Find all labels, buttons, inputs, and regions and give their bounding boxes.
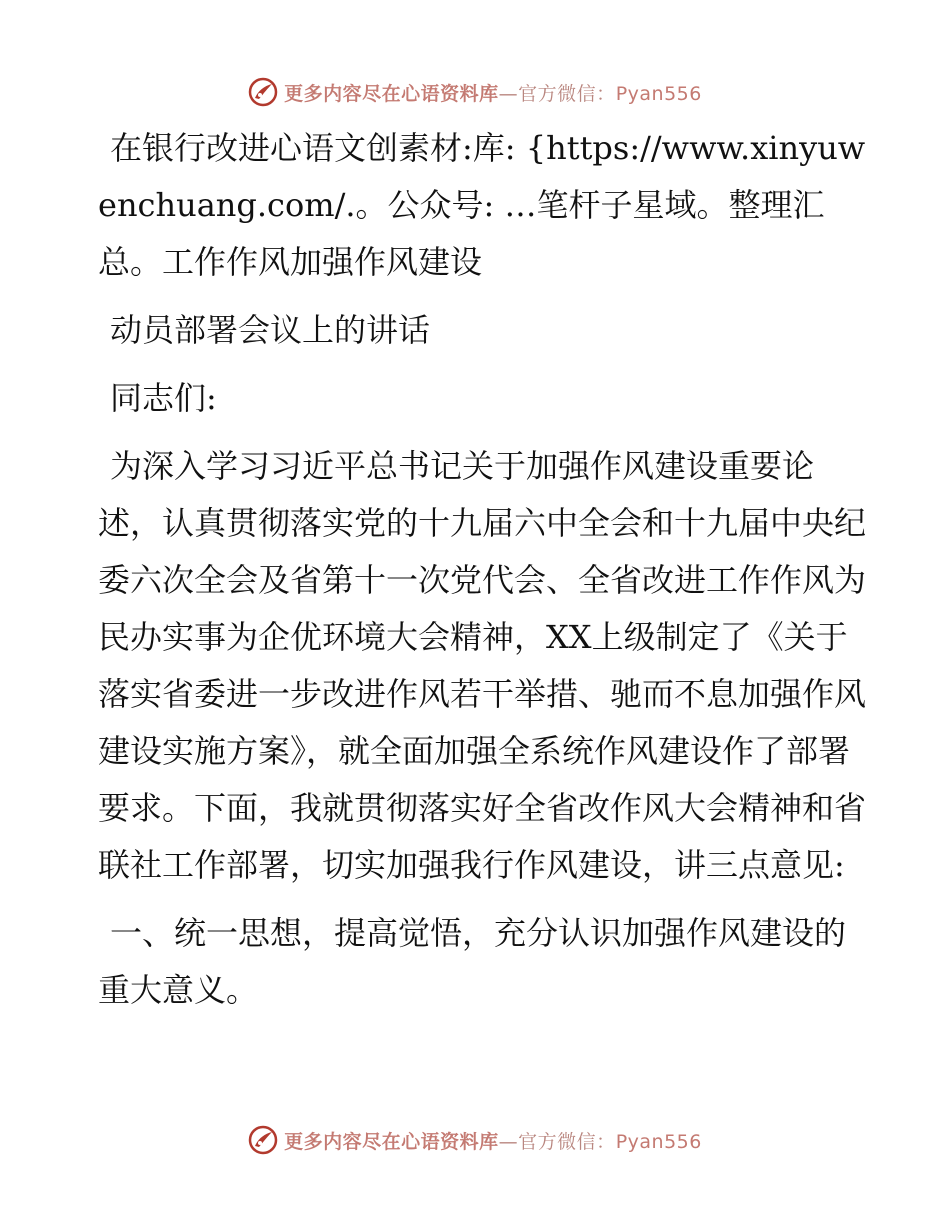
footer-banner-text bbox=[284, 1127, 702, 1154]
footer-wechat-label: 官方微信： bbox=[518, 1130, 616, 1153]
header-wechat-id: Pyan556 bbox=[615, 82, 702, 105]
header-banner-title: 更多内容尽在心语资料库 bbox=[284, 82, 499, 105]
document-body bbox=[98, 120, 868, 1019]
section-heading: 一、统一思想，提高觉悟，充分认识加强作风建设的重大意义。 bbox=[98, 914, 847, 1009]
header-wechat-label: 官方微信： bbox=[518, 82, 616, 105]
header-banner-separator: — bbox=[498, 82, 519, 105]
header-banner bbox=[0, 72, 950, 112]
speech-title-line: 动员部署会议上的讲话 bbox=[110, 311, 431, 349]
brush-logo-icon bbox=[248, 77, 278, 107]
body-paragraph: 为深入学习习近平总书记关于加强作风建设重要论述，认真贯彻落实党的十九届六中全会和十九届中央纪委六次全会及省第十一次党代会、全省改进工作作风为民办实事为企优环境大会精神，XX上级制定了《关于落实省委进一步改进作风若干举措、驰而不息加强作风建设实施方案》，就全面加强全系统作风建设作了部署要求。下面，我就贯彻落实好全省改作风大会精神和省联社工作部署，切实加强我行作风建设，讲三点意见: bbox=[98, 447, 867, 884]
salutation: 同志们: bbox=[110, 379, 217, 417]
header-banner-text bbox=[284, 79, 702, 106]
footer-banner bbox=[0, 1120, 950, 1160]
footer-wechat-id: Pyan556 bbox=[615, 1130, 702, 1153]
footer-banner-separator: — bbox=[498, 1130, 519, 1153]
source-line: 在银行改进心语文创素材:库: {https://www.xinyuwenchuang.com/.。公众号: …笔杆子星域。整理汇总。工作作风加强作风建设 bbox=[98, 129, 866, 281]
brush-logo-icon bbox=[248, 1125, 278, 1155]
footer-banner-title: 更多内容尽在心语资料库 bbox=[284, 1130, 499, 1153]
